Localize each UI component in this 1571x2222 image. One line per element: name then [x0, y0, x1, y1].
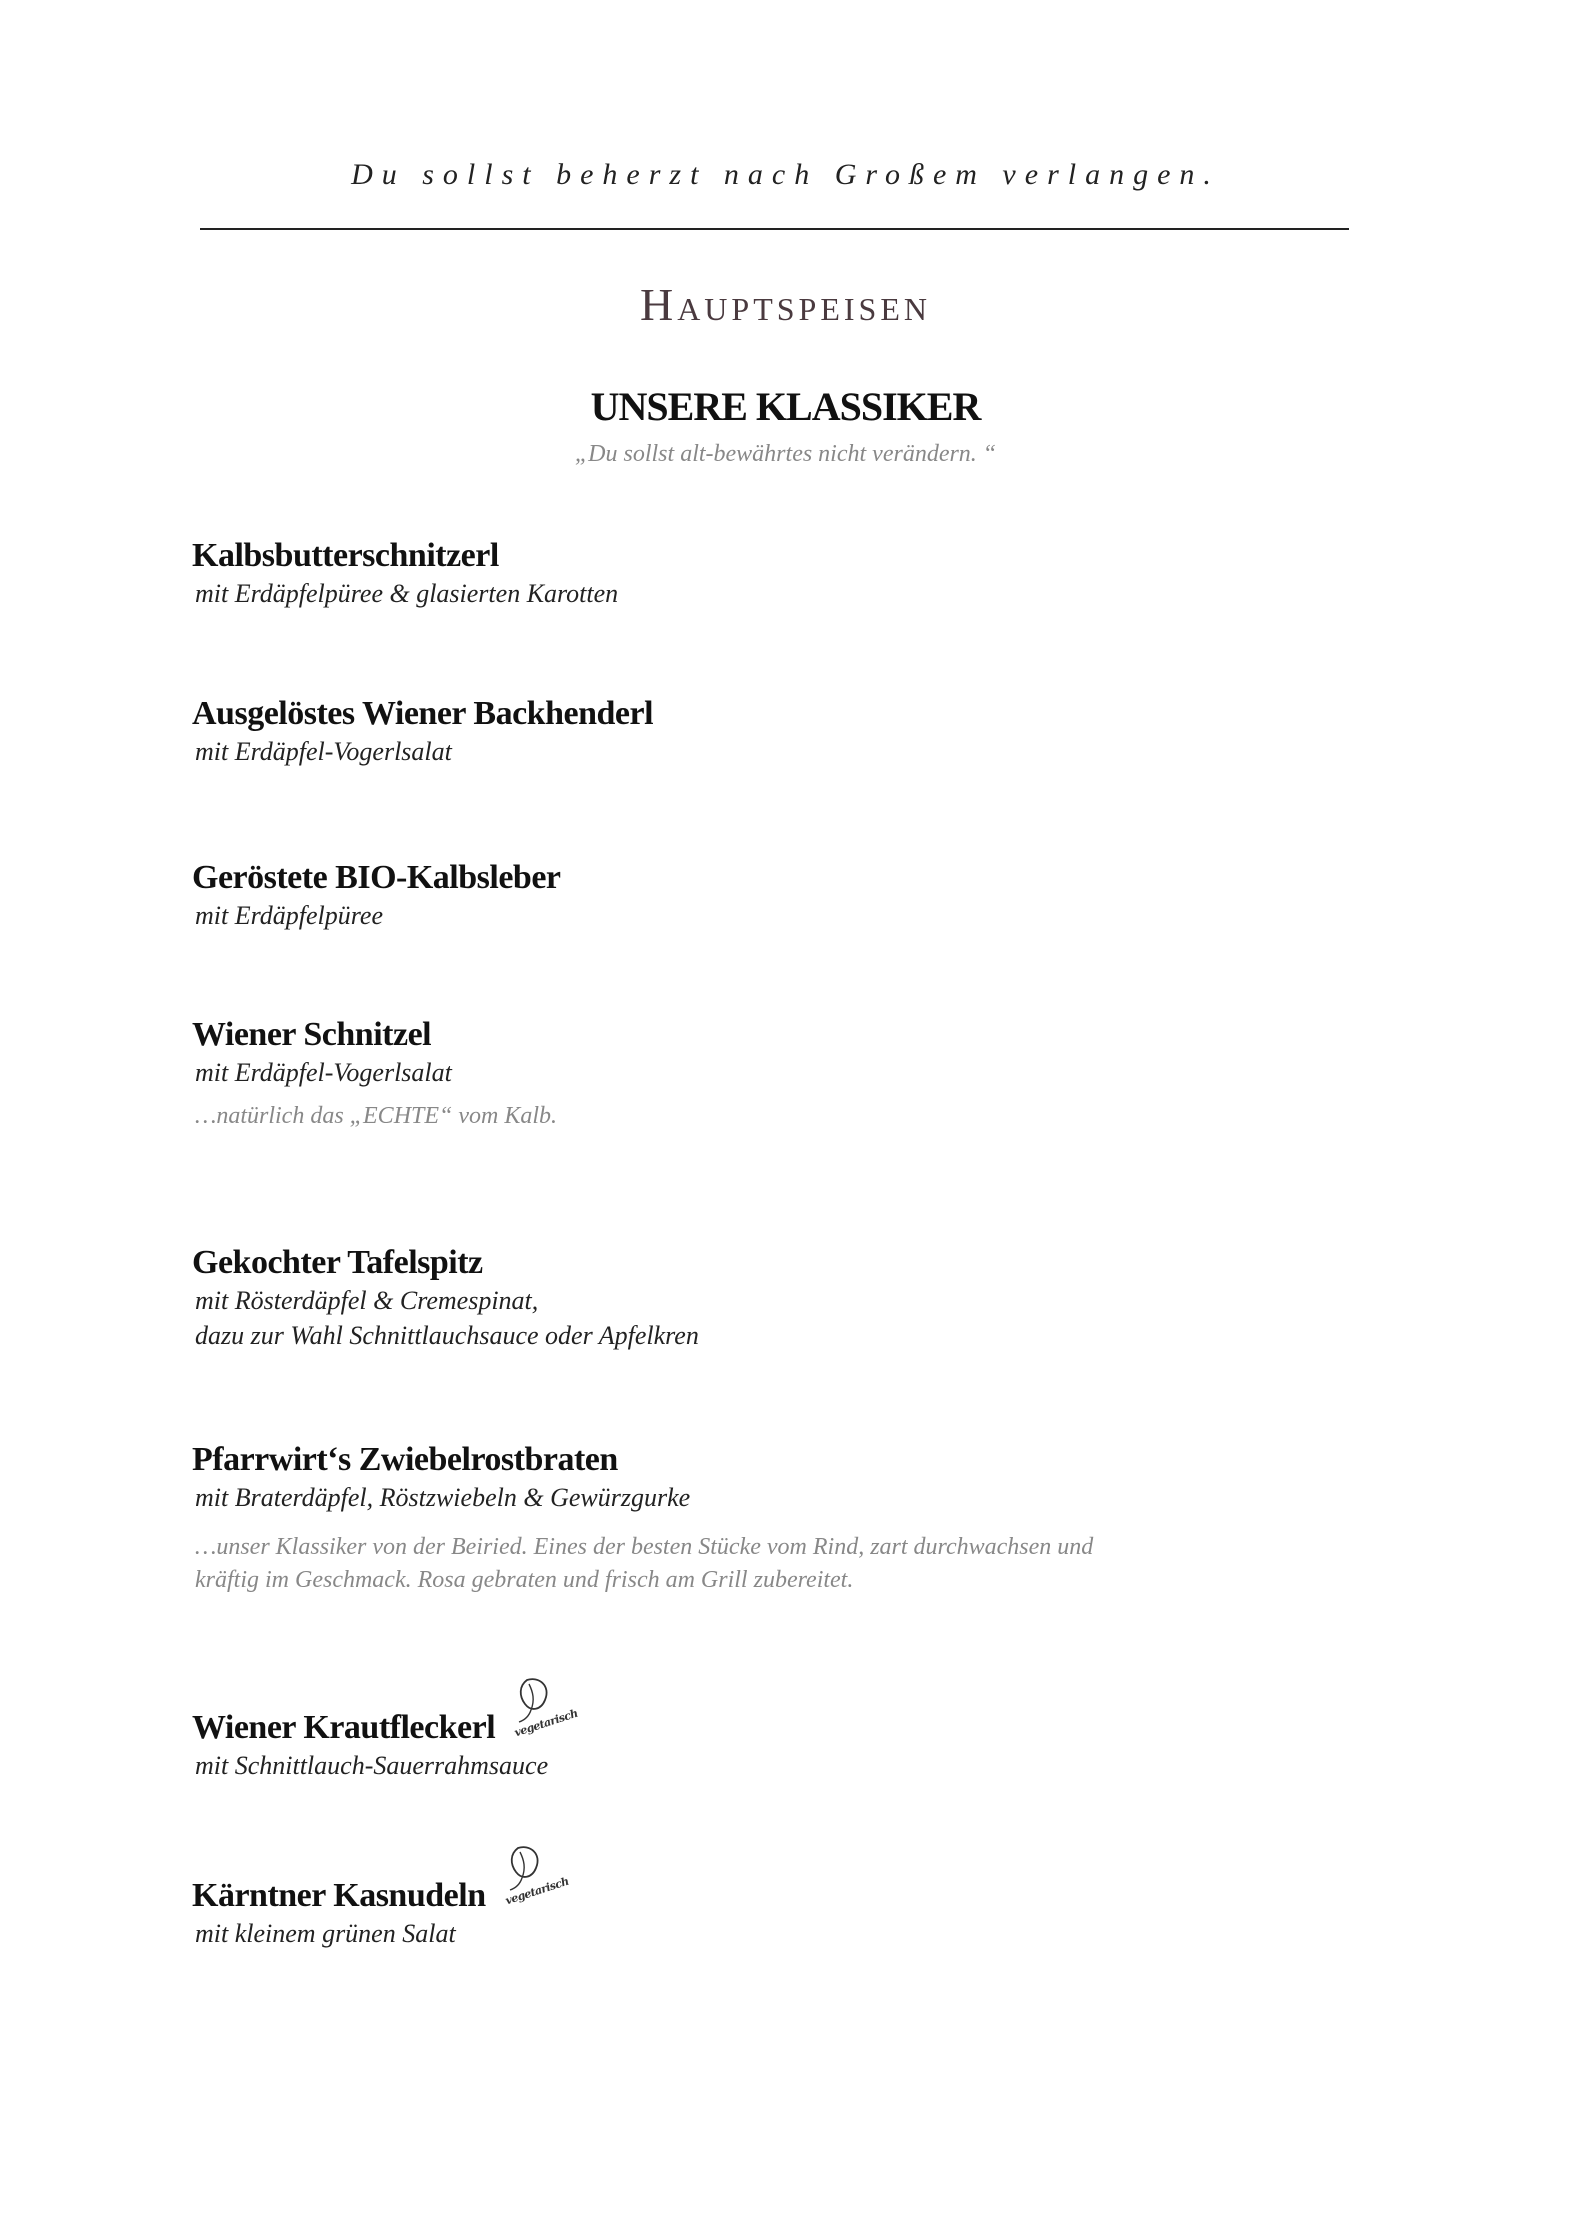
header-divider — [200, 228, 1349, 230]
dish-item — [192, 858, 1372, 933]
dish-item — [192, 694, 1372, 769]
dish-name: Pfarrwirt‘s Zwiebelrostbraten — [192, 1441, 618, 1478]
dish-item — [192, 536, 1372, 611]
dish-description: mit kleinem grünen Salat — [195, 1919, 456, 1948]
section-subtitle: UNSERE KLASSIKER — [590, 384, 981, 429]
vegetarian-leaf-icon — [505, 1674, 580, 1740]
dish-item — [192, 1688, 1372, 1783]
dish-description: mit Erdäpfelpüree — [195, 901, 383, 930]
dish-description: mit Erdäpfel-Vogerlsalat — [195, 737, 452, 766]
dish-item — [192, 1015, 1372, 1133]
dish-description: mit Braterdäpfel, Röstzwiebeln & Gewürzgurke — [195, 1483, 691, 1512]
dish-description: mit Rösterdäpfel & Cremespinat, — [195, 1286, 539, 1315]
vegetarian-leaf-icon — [496, 1842, 570, 1908]
dish-name: Wiener Krautfleckerl vegetarisch — [192, 1688, 1372, 1748]
header-motto: Du sollst beherzt nach Großem verlangen. — [351, 158, 1220, 191]
dish-item — [192, 1243, 1372, 1353]
dish-description: mit Erdäpfel-Vogerlsalat — [195, 1058, 452, 1087]
dish-note: …natürlich das „ECHTE“ vom Kalb. — [195, 1103, 558, 1129]
svg-text:vegetarisch: vegetarisch — [503, 1874, 570, 1908]
section-title: Hauptspeisen — [639, 279, 932, 330]
dish-name: Wiener Schnitzel — [192, 1016, 432, 1053]
dish-item — [192, 1856, 1372, 1951]
dish-name: Ausgelöstes Wiener Backhenderl — [192, 695, 654, 732]
svg-text:vegetarisch: vegetarisch — [512, 1706, 580, 1740]
dish-note: …unser Klassiker von der Beiried. Eines der besten Stücke vom Rind, zart durchwachsen und — [195, 1534, 1094, 1560]
dish-note: kräftig im Geschmack. Rosa gebraten und frisch am Grill zubereitet. — [195, 1567, 854, 1593]
dish-description: mit Erdäpfelpüree & glasierten Karotten — [195, 579, 619, 608]
dish-item — [192, 1440, 1372, 1597]
dish-description: mit Schnittlauch-Sauerrahmsauce — [195, 1751, 549, 1780]
dish-name: Geröstete BIO-Kalbsleber — [192, 859, 561, 896]
dish-name: Kalbsbutterschnitzerl — [192, 537, 499, 574]
section-quote: „Du sollst alt-bewährtes nicht verändern. “ — [574, 441, 997, 467]
dish-name: Gekochter Tafelspitz — [192, 1244, 483, 1281]
dish-name: Kärntner Kasnudeln vegetarisch — [192, 1856, 1372, 1916]
dish-description: dazu zur Wahl Schnittlauchsauce oder Apfelkren — [195, 1321, 699, 1350]
